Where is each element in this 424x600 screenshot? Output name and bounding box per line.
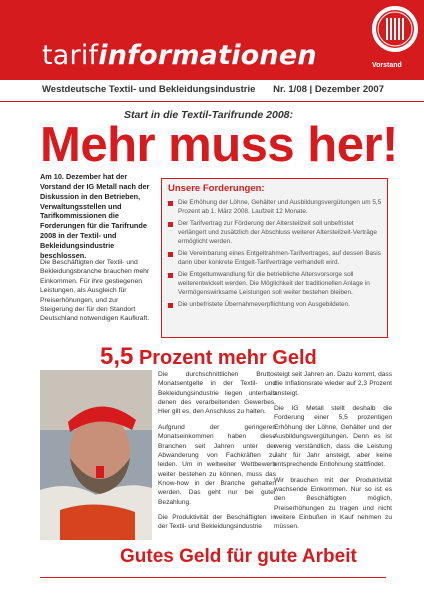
article-column-2	[274, 370, 392, 538]
footer-rule	[40, 577, 386, 578]
paragraph: Wir brauchen mit der Produktivität wachsende Einkommen. Nur so ist es den Beschäftigten möglich, Preiserhöhungen zu tragen und nicht weitere Einbußen in Kauf nehmen zu müssen.	[274, 476, 392, 531]
headline: Mehr muss her!	[40, 118, 398, 172]
section-headline	[100, 344, 317, 370]
paragraph: Die IG Metall stellt deshalb die Forderung einer 5,5 prozentigen Erhöhung der Löhne, Gehälter und der Ausbildungsvergütungen. Denn es ist wenig verständlich, dass die Leistung Jahr für Jahr ansteigt, aber keine entsprechende Entlohnung stattfindet.	[274, 405, 392, 469]
footer-headline: Gutes Geld für gute Arbeit	[120, 546, 357, 567]
demands-list	[168, 199, 383, 313]
section-headline-text: Prozent mehr Geld	[138, 347, 317, 369]
bullet-square-icon	[168, 303, 173, 308]
section-headline-number: 5,5	[100, 343, 134, 370]
demand-item: Der Tarifvertrag zur Förderung der Altersteilzeit soll unbefristet verlängert und zusätzlich der Abschluss weiterer Altersteilzeit-Verträge ermöglicht werden.	[168, 220, 383, 247]
demand-item: Die Vereinbarung eines Entgeltrahmen-Tarifvertrages, auf dessen Basis dann über konkrete Entgelt-Tarifverträge verhandelt wird.	[168, 250, 383, 268]
masthead-title	[42, 42, 317, 69]
demand-item: Die unbefristete Übernahmeverpflichtung von Ausgebildeten.	[168, 301, 383, 310]
paragraph: Die durchschnittlichen Brutto-Monatsentgelte in der Textil- und Bekleidungsindustrie liegen unterhalb denen des verarbeitenden Gewerbes. Hier gilt es, den Anschluss zu halten.	[158, 371, 276, 416]
intro-paragraph-2: Die Beschäftigten der Textil- und Bekleidungsbranche brauchen mehr Einkommen. Für ihre gestiegenen Leistungen, als Ausgleich für Preiserhöhungen, und zur Steigerung der für den Standort Deutschland notwendigen Kaufkraft.	[40, 259, 150, 323]
publication-subtitle: Westdeutsche Textil- und Bekleidungsindustrie	[42, 84, 256, 95]
paragraph: steigt seit Jahren an. Dazu kommt, dass die Inflationsrate wieder auf 2,3 Prozent ansteigt.	[274, 371, 392, 397]
demand-item: Die Erhöhung der Löhne, Gehälter und Ausbildungsvergütungen um 5,5 Prozent ab 1. März 2008. Laufzeit 12 Monate.	[168, 199, 383, 217]
demands-box	[161, 178, 388, 338]
kicker: Start in die Textil-Tarifrunde 2008:	[124, 109, 294, 121]
org-label: Vorstand	[372, 62, 402, 69]
issue-info: Nr. 1/08 | Dezember 2007	[273, 84, 384, 95]
demands-title: Unsere Forderungen:	[168, 183, 265, 194]
bullet-square-icon	[168, 201, 173, 206]
paragraph: Aufgrund der geringeren Monatseinkommen haben diese Branchen seit Jahren unter der Abwanderung von Fachkräften zu leiden. Um in weltweiter Wettbewerb weiter bestehen zu können, muss das Know-how in der Branche gehalten werden. Das geht nur bei guter Bezahlung.	[158, 423, 276, 506]
bullet-square-icon	[168, 252, 173, 257]
bullet-square-icon	[168, 222, 173, 227]
masthead-prefix: tarif	[42, 40, 99, 71]
article-column-1	[158, 370, 276, 538]
logo-emblem-icon	[376, 10, 414, 48]
masthead-suffix: informationen	[98, 40, 317, 71]
bullet-square-icon	[168, 273, 173, 278]
paragraph: Die Produktivität der Beschäftigten in der Textil- und Bekleidungsindustrie	[158, 514, 276, 531]
worker-photo	[40, 370, 152, 540]
intro-paragraph: Am 10. Dezember hat der Vorstand der IG Metall nach der Diskussion in den Betrieben, Verwaltungsstellen und Tarifkommissionen die Forderungen für die Tarifrunde 2008 in der Textil- und Bekleidungsindustrie beschlossen.	[40, 172, 150, 260]
demand-item: Die Entgeltumwandlung für die betriebliche Altersvorsorge soll weiterentwickelt werden. Die Möglichkeit der traditionellen Anlage in Vermögenswirksame Leistungen soll weiter bestehen bleiben.	[168, 271, 383, 298]
